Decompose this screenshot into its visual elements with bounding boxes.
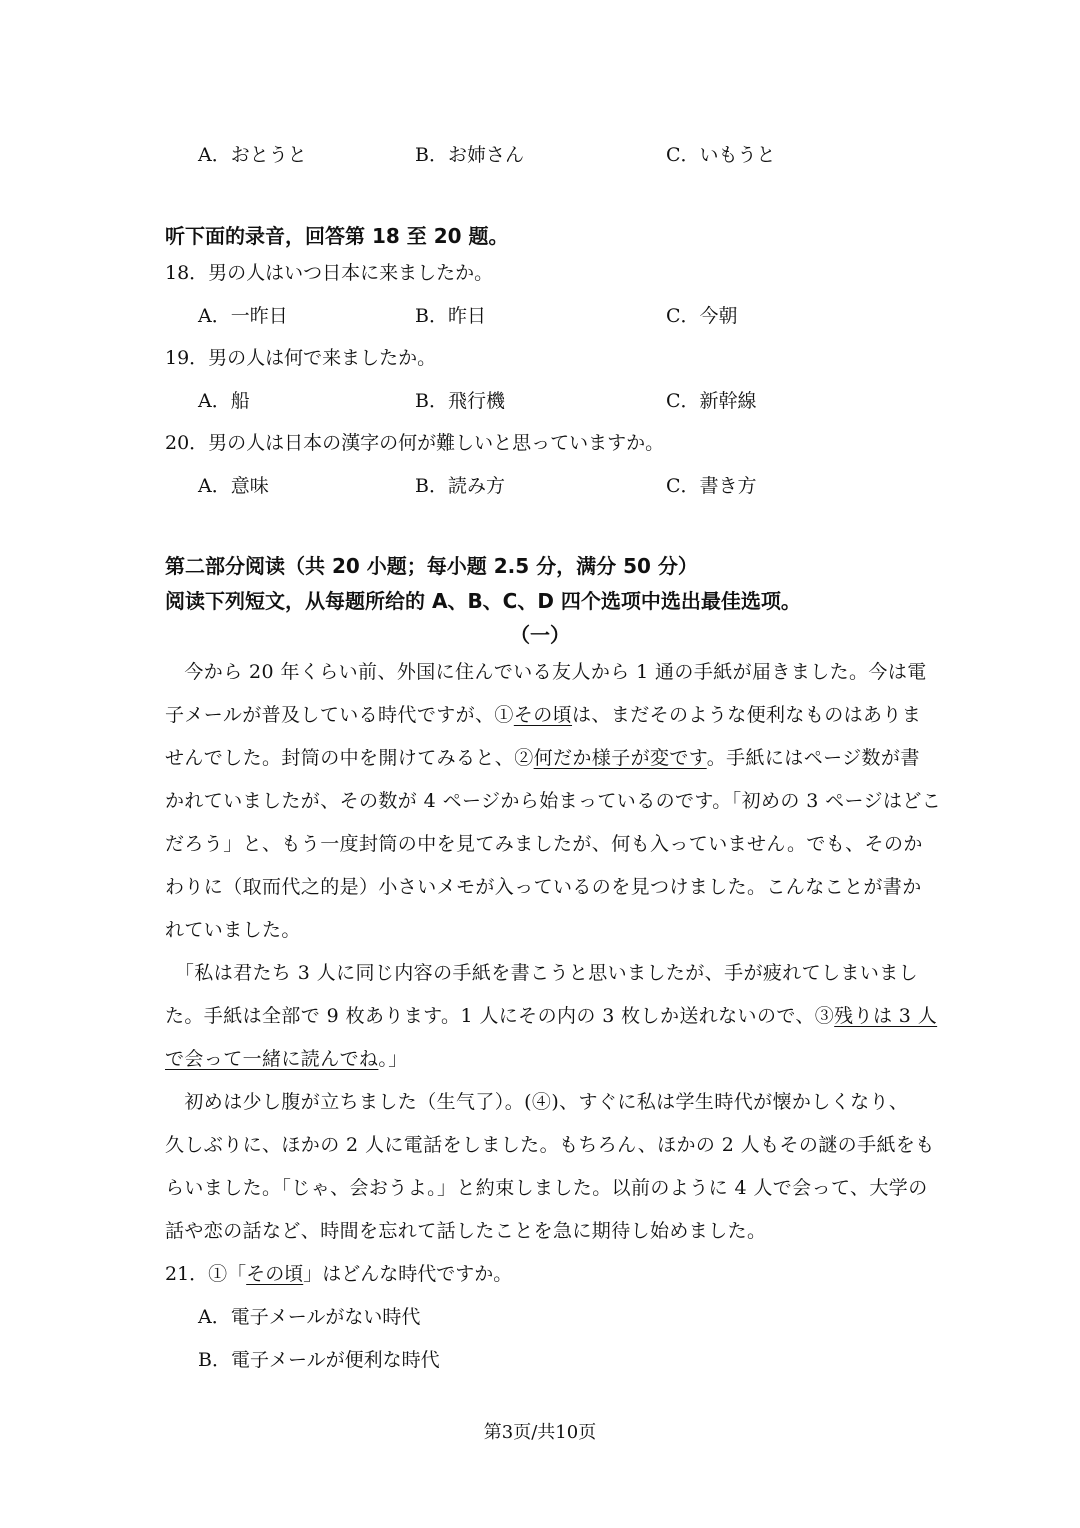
- underlined-phrase: 何だか様子が変です: [533, 747, 707, 769]
- underlined-phrase: その頃: [513, 704, 573, 726]
- passage-line: 今から 20 年くらい前、外国に住んでいる友人から 1 通の手紙が届きました。今は電: [165, 661, 927, 683]
- passage-line: 初めは少し腹が立ちました（生气了）。(④)、すぐに私は学生時代が懐かしくなり、: [165, 1091, 909, 1113]
- q19-option-a: A．船: [198, 390, 250, 412]
- underlined-phrase: その頃: [246, 1263, 304, 1285]
- q20-option-a: A．意味: [198, 475, 269, 497]
- passage-line: せんでした。封筒の中を開けてみると、②何だか様子が変です。手紙にはページ数が書: [165, 747, 920, 769]
- q19-option-c: C．新幹線: [666, 390, 757, 412]
- q18-option-b: B．昨日: [415, 305, 486, 327]
- q20-option-b: B．読み方: [415, 475, 505, 497]
- q17-option-a: A．おとうと: [198, 144, 307, 166]
- passage-line: た。手紙は全部で 9 枚あります。1 人にその内の 3 枚しか送れないので、③残りは 3 人: [165, 1005, 938, 1027]
- underlined-phrase: で会って一緒に読んでね: [165, 1048, 379, 1070]
- passage-line: で会って一緒に読んでね。」: [165, 1048, 408, 1070]
- q21-stem: 21．①「その頃」はどんな時代ですか。: [165, 1263, 513, 1285]
- passage-line: 久しぶりに、ほかの 2 人に電話をしました。もちろん、ほかの 2 人もその謎の手紙をも: [165, 1134, 935, 1156]
- q21-option-a: A．電子メールがない時代: [198, 1306, 421, 1328]
- passage-line: わりに（取而代之的是）小さいメモが入っているのを見つけました。こんなことが書か: [165, 876, 922, 898]
- passage-line: だろう」と、もう一度封筒の中を見てみましたが、何も入っていません。でも、そのか: [165, 833, 923, 855]
- q20-stem: 20．男の人は日本の漢字の何が難しいと思っていますか。: [165, 432, 665, 454]
- passage-line: 話や恋の話など、時間を忘れて話したことを急に期待し始めました。: [165, 1220, 767, 1242]
- q18-stem: 18．男の人はいつ日本に来ましたか。: [165, 262, 494, 284]
- q18-option-c: C．今朝: [666, 305, 738, 327]
- q19-option-b: B．飛行機: [415, 390, 505, 412]
- underlined-phrase: 残りは 3 人: [834, 1005, 938, 1027]
- q18-option-a: A．一昨日: [198, 305, 288, 327]
- passage-line: かれていましたが、その数が 4 ページから始まっているのです。「初めの 3 ページはどこ: [165, 790, 942, 812]
- section-instruction: 阅读下列短文，从每题所给的 A、B、C、D 四个选项中选出最佳选项。: [165, 589, 801, 613]
- passage-line: れていました。: [165, 919, 301, 941]
- passage-line: らいました。「じゃ、会おうよ。」と約束しました。以前のように 4 人で会って、大学の: [165, 1177, 928, 1199]
- q17-option-c: C．いもうと: [666, 144, 776, 166]
- section-title: 第二部分阅读（共 20 小题；每小题 2.5 分，满分 50 分）: [165, 554, 698, 578]
- q20-option-c: C．書き方: [666, 475, 757, 497]
- q21-option-b: B．電子メールが便利な時代: [198, 1349, 440, 1371]
- passage-line: 子メールが普及している時代ですが、①その頃は、まだそのような便利なものはありま: [165, 704, 922, 726]
- page-footer: 第3页/共10页: [483, 1422, 597, 1443]
- passage-line: 「私は君たち 3 人に同じ内容の手紙を書こうと思いましたが、手が疲れてしまいまし: [165, 962, 919, 984]
- q17-option-b: B．お姉さん: [415, 144, 524, 166]
- passage-number: （一）: [510, 623, 570, 647]
- q19-stem: 19．男の人は何で来ましたか。: [165, 347, 437, 369]
- listening-instruction: 听下面的录音，回答第 18 至 20 题。: [165, 224, 509, 248]
